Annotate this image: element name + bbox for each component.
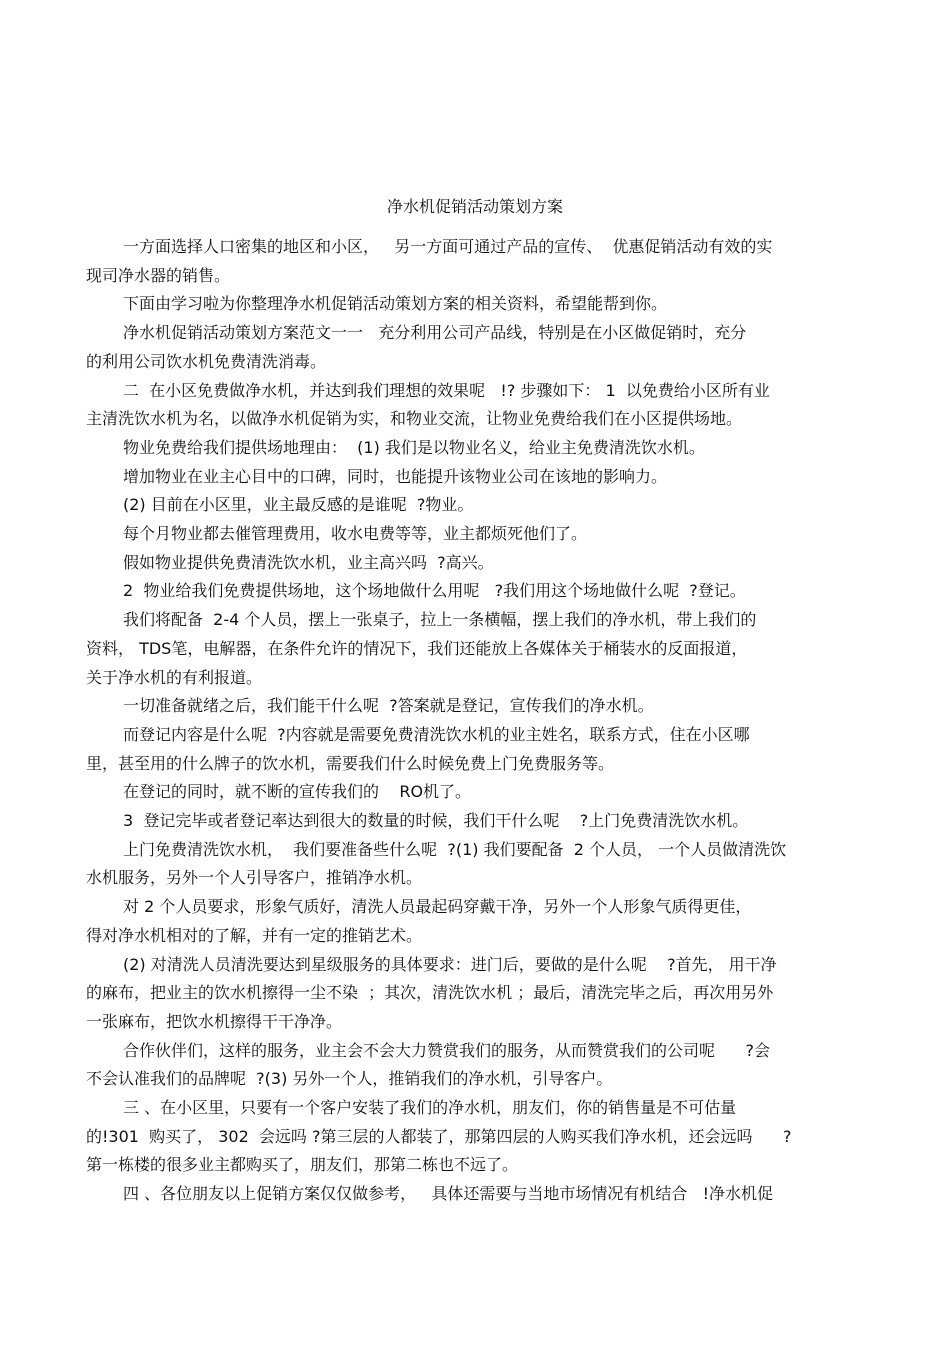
- paragraph-line: 的!301 购买了， 302 会远吗 ?第三层的人都装了，那第四层的人购买我们净水机，还会远吗 ?: [86, 1126, 792, 1146]
- paragraph-line: 现司净水器的销售。: [86, 265, 231, 285]
- paragraph-line: 里，甚至用的什么牌子的饮水机，需要我们什么时候免费上门免费服务等。: [86, 753, 615, 773]
- paragraph-line: 净水机促销活动策划方案范文一一 充分利用公司产品线，特别是在小区做促销时，充分: [123, 323, 747, 343]
- paragraph-line: 四 、各位朋友以上促销方案仅仅做参考， 具体还需要与当地市场情况有机结合 !净水机促: [123, 1184, 774, 1204]
- paragraph-line: 不会认准我们的品牌呢 ?(3) 另外一个人，推销我们的净水机，引导客户。: [86, 1069, 613, 1089]
- paragraph-line: 三 、在小区里，只要有一个客户安装了我们的净水机，朋友们，你的销售量是不可估量: [123, 1098, 737, 1117]
- paragraph-line: 而登记内容是什么呢 ?内容就是需要免费清洗饮水机的业主姓名，联系方式，住在小区哪: [123, 724, 750, 744]
- paragraph-line: 上门免费清洗饮水机， 我们要准备些什么呢 ?(1) 我们要配备 2 个人员， 一个人员做清洗饮: [123, 839, 787, 859]
- paragraph-line: 对 2 个人员要求，形象气质好，清洗人员最起码穿戴干净，另外一个人形象气质得更佳，: [123, 897, 752, 917]
- paragraph-line: 合作伙伴们，这样的服务，业主会不会大力赞赏我们的服务，从而赞赏我们的公司呢 ?会: [123, 1040, 771, 1060]
- paragraph-line: (2) 对清洗人员清洗要达到星级服务的具体要求：进门后，要做的是什么呢 ?首先， 用干净: [123, 954, 777, 974]
- paragraph-line: 假如物业提供免费清洗饮水机，业主高兴吗 ?高兴。: [123, 552, 494, 572]
- paragraph-line: 一张麻布，把饮水机擦得干干净净。: [86, 1011, 343, 1031]
- paragraph-line: 资料， TDS笔，电解器，在条件允许的情况下，我们还能放上各媒体关于桶装水的反面报道，: [86, 638, 748, 658]
- paragraph-line: 水机服务，另外一个人引导客户，推销净水机。: [86, 868, 423, 888]
- paragraph-line: 一方面选择人口密集的地区和小区， 另一方面可通过产品的宣传、 优惠促销活动有效的实: [123, 237, 773, 256]
- paragraph-line: 二 在小区免费做净水机，并达到我们理想的效果呢 !? 步骤如下： 1 以免费给小区所有业: [123, 380, 770, 400]
- paragraph-line: 主清洗饮水机为名，以做净水机促销为实，和物业交流，让物业免费给我们在小区提供场地。: [86, 409, 743, 429]
- paragraph-line: (2) 目前在小区里，业主最反感的是谁呢 ?物业。: [123, 495, 474, 515]
- paragraph-line: 3 登记完毕或者登记率达到很大的数量的时候，我们干什么呢 ?上门免费清洗饮水机。: [123, 811, 749, 830]
- paragraph-line: 增加物业在业主心目中的口碑，同时，也能提升该物业公司在该地的影响力。: [123, 466, 668, 486]
- paragraph-line: 物业免费给我们提供场地理由： (1) 我们是以物业名义，给业主免费清洗饮水机。: [123, 437, 705, 457]
- paragraph-line: 第一栋楼的很多业主都购买了，朋友们，那第二栋也不远了。: [86, 1155, 519, 1175]
- paragraph-line: 下面由学习啦为你整理净水机促销活动策划方案的相关资料，希望能帮到你。: [123, 294, 668, 314]
- paragraph-line: 关于净水机的有利报道。: [86, 667, 263, 687]
- paragraph-line: 的利用公司饮水机免费清洗消毒。: [86, 351, 327, 371]
- paragraph-line: 2 物业给我们免费提供场地，这个场地做什么用呢 ?我们用这个场地做什么呢 ?登记。: [123, 581, 746, 601]
- paragraph-line: 我们将配备 2-4 个人员，摆上一张桌子，拉上一条横幅，摆上我们的净水机，带上我们的: [123, 610, 757, 630]
- paragraph-line: 在登记的同时，就不断的宣传我们的 RO机了。: [123, 782, 472, 802]
- paragraph-line: 的麻布，把业主的饮水机擦得一尘不染 ；其次，清洗饮水机 ；最后，清洗完毕之后，再次用另外: [86, 983, 774, 1003]
- paragraph-line: 得对净水机相对的了解，并有一定的推销艺术。: [86, 925, 423, 945]
- paragraph-line: 每个月物业都去催管理费用，收水电费等等，业主都烦死他们了。: [123, 524, 588, 543]
- document-title: 净水机促销活动策划方案: [386, 197, 563, 216]
- paragraph-line: 一切准备就绪之后，我们能干什么呢 ?答案就是登记，宣传我们的净水机。: [123, 696, 654, 716]
